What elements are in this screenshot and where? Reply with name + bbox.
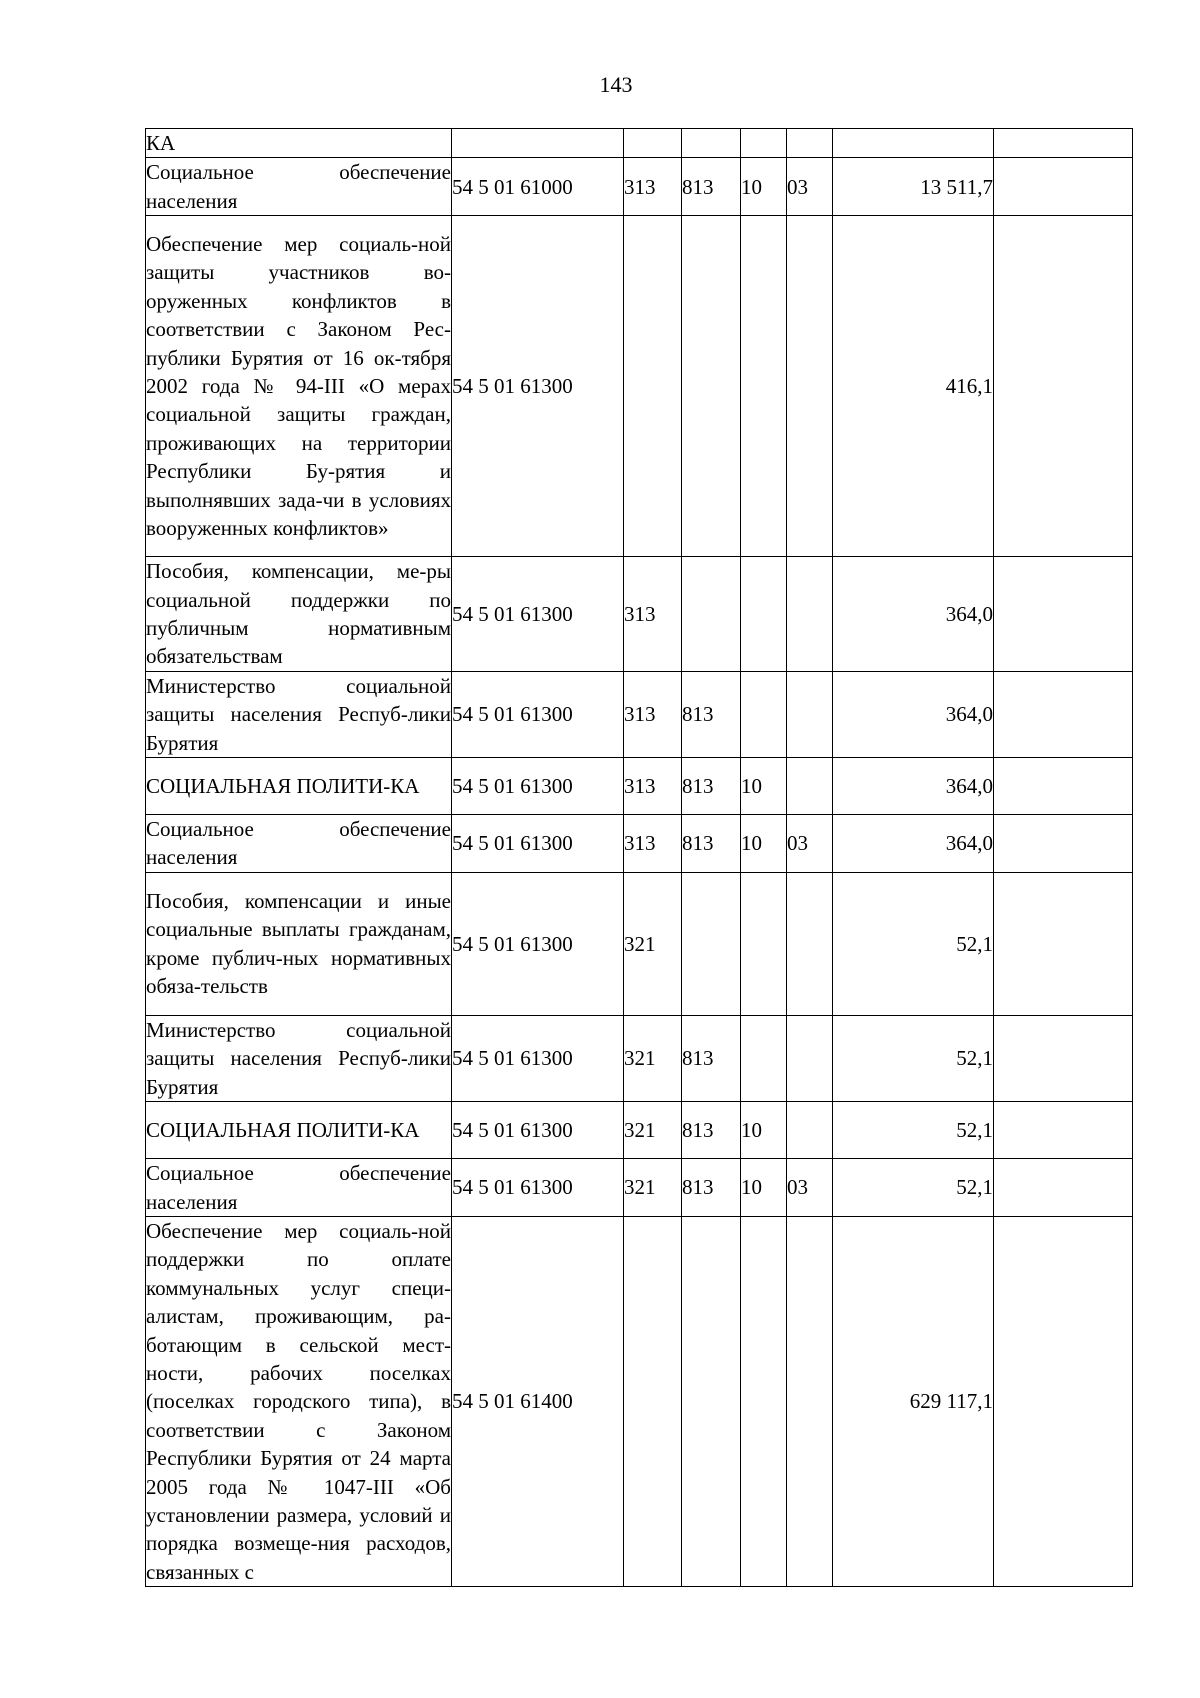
row-razd [741, 1216, 787, 1586]
row-extra [994, 158, 1133, 216]
row-grbs [624, 216, 682, 557]
row-podr [787, 872, 833, 1015]
row-ved [682, 129, 741, 158]
row-sum: 364,0 [833, 758, 994, 815]
row-code [452, 129, 624, 158]
row-podr: 03 [787, 158, 833, 216]
row-name: СОЦИАЛЬНАЯ ПОЛИТИ-КА [146, 758, 452, 815]
row-podr: 03 [787, 815, 833, 873]
row-extra [994, 129, 1133, 158]
table-row [146, 1216, 1133, 1586]
table-row [146, 758, 1133, 815]
row-extra [994, 1015, 1133, 1101]
row-name: КА [146, 129, 452, 158]
row-ved: 813 [682, 158, 741, 216]
row-razd [741, 557, 787, 672]
row-extra [994, 1216, 1133, 1586]
row-podr [787, 671, 833, 757]
row-razd: 10 [741, 1102, 787, 1159]
row-podr [787, 1015, 833, 1101]
row-razd [741, 872, 787, 1015]
row-code: 54 5 01 61300 [452, 1159, 624, 1217]
table-row [146, 158, 1133, 216]
row-podr [787, 129, 833, 158]
row-razd [741, 216, 787, 557]
row-name: Социальное обеспечение населения [146, 158, 452, 216]
row-sum: 416,1 [833, 216, 994, 557]
row-grbs: 321 [624, 1102, 682, 1159]
row-name: Социальное обеспечение населения [146, 1159, 452, 1217]
row-grbs: 313 [624, 557, 682, 672]
row-code: 54 5 01 61300 [452, 872, 624, 1015]
row-sum: 52,1 [833, 872, 994, 1015]
table-row [146, 1159, 1133, 1217]
row-podr [787, 1102, 833, 1159]
row-extra [994, 557, 1133, 672]
row-sum [833, 129, 994, 158]
row-razd [741, 1015, 787, 1101]
row-code: 54 5 01 61300 [452, 1102, 624, 1159]
row-code: 54 5 01 61000 [452, 158, 624, 216]
row-podr: 03 [787, 1159, 833, 1217]
row-ved [682, 557, 741, 672]
row-sum: 52,1 [833, 1159, 994, 1217]
row-ved: 813 [682, 815, 741, 873]
row-grbs [624, 1216, 682, 1586]
table-row [146, 671, 1133, 757]
row-extra [994, 815, 1133, 873]
row-ved [682, 872, 741, 1015]
row-ved: 813 [682, 1159, 741, 1217]
row-grbs [624, 129, 682, 158]
table-row [146, 129, 1133, 158]
row-code: 54 5 01 61300 [452, 557, 624, 672]
budget-table-body [146, 129, 1133, 1587]
page-number: 143 [599, 72, 633, 97]
row-razd [741, 671, 787, 757]
row-code: 54 5 01 61300 [452, 758, 624, 815]
row-razd: 10 [741, 1159, 787, 1217]
row-sum: 364,0 [833, 815, 994, 873]
row-ved: 813 [682, 671, 741, 757]
row-razd: 10 [741, 158, 787, 216]
row-podr [787, 557, 833, 672]
row-code: 54 5 01 61300 [452, 1015, 624, 1101]
row-extra [994, 758, 1133, 815]
row-name: Пособия, компенсации, ме-ры социальной поддержки по публичным нормативным обязательствам [146, 557, 452, 672]
row-code: 54 5 01 61400 [452, 1216, 624, 1586]
row-name: Министерство социальной защиты населения Респуб-лики Бурятия [146, 671, 452, 757]
row-podr [787, 758, 833, 815]
table-row [146, 815, 1133, 873]
row-grbs: 313 [624, 758, 682, 815]
row-code: 54 5 01 61300 [452, 815, 624, 873]
row-ved: 813 [682, 758, 741, 815]
row-sum: 364,0 [833, 557, 994, 672]
row-grbs: 313 [624, 671, 682, 757]
row-ved: 813 [682, 1102, 741, 1159]
row-name: Социальное обеспечение населения [146, 815, 452, 873]
row-extra [994, 216, 1133, 557]
row-podr [787, 216, 833, 557]
row-extra [994, 671, 1133, 757]
row-sum: 52,1 [833, 1015, 994, 1101]
row-grbs: 313 [624, 158, 682, 216]
row-podr [787, 1216, 833, 1586]
row-sum: 52,1 [833, 1102, 994, 1159]
row-ved: 813 [682, 1015, 741, 1101]
row-sum: 629 117,1 [833, 1216, 994, 1586]
row-grbs: 321 [624, 872, 682, 1015]
table-row [146, 872, 1133, 1015]
row-razd: 10 [741, 758, 787, 815]
row-extra [994, 1102, 1133, 1159]
row-extra [994, 1159, 1133, 1217]
budget-table [145, 128, 1133, 1587]
row-razd [741, 129, 787, 158]
row-grbs: 313 [624, 815, 682, 873]
row-grbs: 321 [624, 1159, 682, 1217]
table-row [146, 1102, 1133, 1159]
row-ved [682, 216, 741, 557]
table-row [146, 216, 1133, 557]
row-name: Обеспечение мер социаль-ной поддержки по оплате коммунальных услуг специ-алистам, проживающим, ра-ботающим в сельской мест-ности, рабочих поселках (поселках городского типа), в соответствии с Законом Республики Бурятия от 24 марта 2005 года № 1047-III «Об установлении размера, условий и порядка возмеще-ния расходов, связанных с [146, 1216, 452, 1586]
table-row [146, 557, 1133, 672]
row-ved [682, 1216, 741, 1586]
row-sum: 364,0 [833, 671, 994, 757]
row-name: Обеспечение мер социаль-ной защиты участников во-оруженных конфликтов в соответствии с Законом Рес-публики Бурятия от 16 ок-тября 2002 года № 94-III «О мерах социальной защиты граждан, проживающих на территории Республики Бу-рятия и выполнявших зада-чи в условиях вооруженных конфликтов» [146, 216, 452, 557]
row-grbs: 321 [624, 1015, 682, 1101]
table-row [146, 1015, 1133, 1101]
row-razd: 10 [741, 815, 787, 873]
row-code: 54 5 01 61300 [452, 216, 624, 557]
row-extra [994, 872, 1133, 1015]
row-code: 54 5 01 61300 [452, 671, 624, 757]
row-sum: 13 511,7 [833, 158, 994, 216]
row-name: Пособия, компенсации и иные социальные выплаты гражданам, кроме публич-ных нормативных обяза-тельств [146, 872, 452, 1015]
row-name: Министерство социальной защиты населения Респуб-лики Бурятия [146, 1015, 452, 1101]
row-name: СОЦИАЛЬНАЯ ПОЛИТИ-КА [146, 1102, 452, 1159]
